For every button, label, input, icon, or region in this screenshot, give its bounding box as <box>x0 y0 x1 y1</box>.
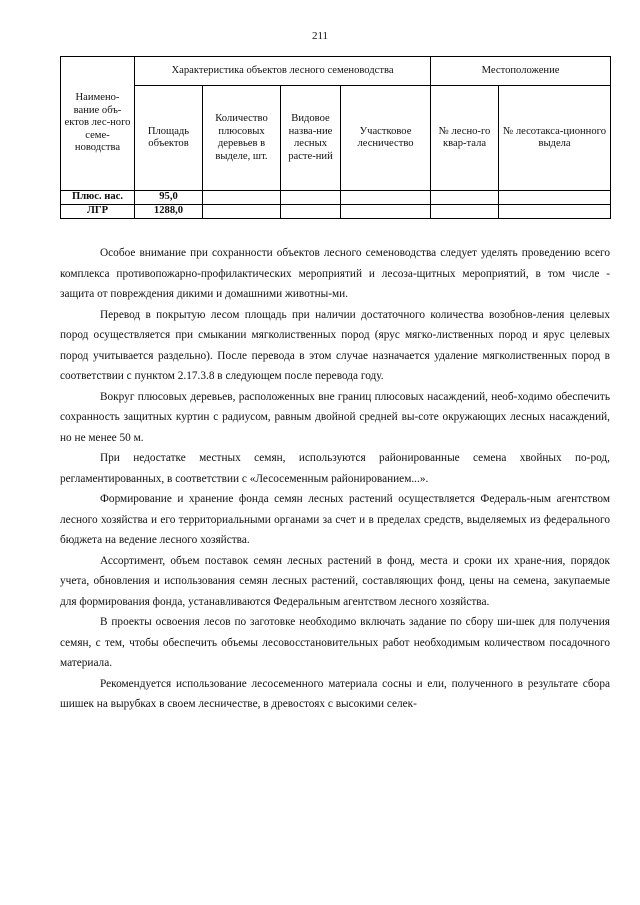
paragraph: Вокруг плюсовых деревьев, расположенных вне границ плюсовых насаждений, необ-ходимо обеспечить сохранность защитных куртин с радиусом, равным двойной средней вы-соте окружающих лесных насаждений, но не менее 50 м. <box>60 390 610 444</box>
row-name: Плюс. нас. <box>61 191 135 205</box>
header-plus-trees: Количество плюсовых деревьев в выделе, шт. <box>203 86 281 191</box>
header-allotment: № лесотакса-ционного выдела <box>499 86 611 191</box>
header-object-name: Наимено-вание объ-ектов лес-ного семе-новодства <box>61 57 135 191</box>
paragraph: Ассортимент, объем поставок семян лесных растений в фонд, места и сроки их хране-ния, порядок учета, обновления и использования семян лесных растений, составляющих фонд, цены на семена, закупаемые для формирования фонда, устанавливаются Федеральным агентством лесного хозяйства. <box>60 554 610 608</box>
row-name: ЛГР <box>61 205 135 219</box>
body-text <box>60 243 610 715</box>
header-area: Площадь объектов <box>135 86 203 191</box>
header-forestry: Участковое лесничество <box>341 86 431 191</box>
paragraph: При недостатке местных семян, используются районированные семена хвойных по-род, регламентированных, в соответствии с «Лесосеменным районированием...». <box>60 452 610 485</box>
paragraph: Особое внимание при сохранности объектов лесного семеноводства следует уделять проведению всего комплекса противопожарно-профилактических мероприятий и лесоза-щитных мероприятий, в том числе - защита от повреждения дикими и домашними животны-ми. <box>60 247 610 300</box>
header-quarter: № лесно-го квар-тала <box>431 86 499 191</box>
header-location: Местоположение <box>431 57 611 86</box>
paragraph: Рекомендуется использование лесосеменного материала сосны и ели, полученного в результате сбора шишек на вырубках в своем лесничестве, в древостоях с высокими селек- <box>60 677 610 710</box>
table-row <box>61 205 611 219</box>
seed-objects-table <box>60 56 611 219</box>
paragraph: Перевод в покрытую лесом площадь при наличии достаточного количества возобнов-ления целевых пород осуществляется при смыкании мягколиственных пород (ярус мягко-лиственных пород и ярус целевых пород учитывается раздельно). После перевода в этом случае назначается удаление мягколиственных пород в соответствии с пунктом 2.17.3.8 в следующем после перевода году. <box>60 308 610 382</box>
header-species: Видовое назва-ние лесных расте-ний <box>281 86 341 191</box>
paragraph: Формирование и хранение фонда семян лесных растений осуществляется Федераль-ным агентством лесного хозяйства и его территориальными органами за счет и в пределах средств, выделяемых из федерального бюджета на ведение лесного хозяйства. <box>60 493 610 546</box>
page-number: 211 <box>311 30 329 42</box>
table-row <box>61 191 611 205</box>
paragraph: В проекты освоения лесов по заготовке необходимо включать задание по сбору ши-шек для получения семян, с тем, чтобы обеспечить объемы лесовосстановительных работ необходимым количеством посадочного материала. <box>60 616 610 669</box>
row-area: 95,0 <box>135 191 203 205</box>
header-characteristics: Характеристика объектов лесного семеноводства <box>135 57 431 86</box>
row-area: 1288,0 <box>135 205 203 219</box>
